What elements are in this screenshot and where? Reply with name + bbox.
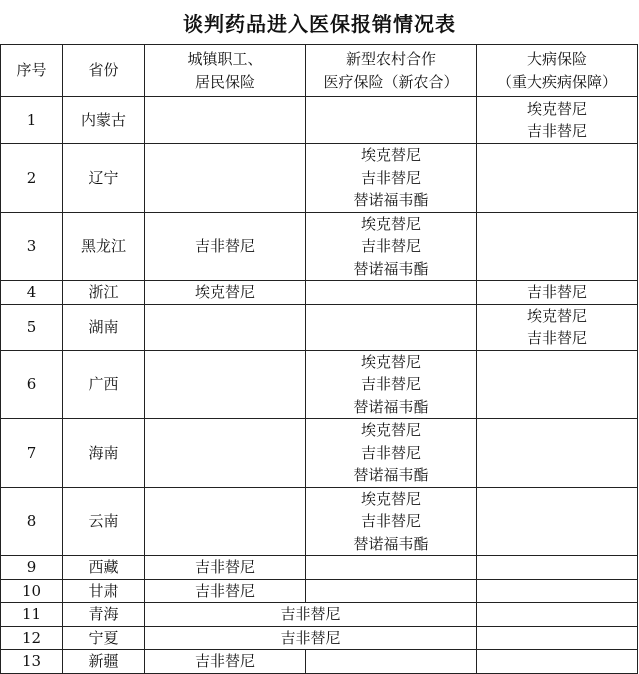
table-row [1,579,638,603]
row-province: 西藏 [63,556,145,580]
urban-insurance-cell [145,144,306,213]
row-index: 5 [1,304,63,350]
row-province: 宁夏 [63,626,145,650]
urban-insurance-cell [145,350,306,419]
header-row [1,45,638,97]
drug-name: 吉非替尼 [526,283,587,301]
urban-insurance-cell [145,281,306,305]
ncms-insurance-cell [306,650,477,674]
header-urban-line1: 城镇职工、 [187,50,263,68]
row-index: 8 [1,487,63,556]
row-province: 黑龙江 [63,212,145,281]
major-illness-cell [477,579,638,603]
row-province: 云南 [63,487,145,556]
major-illness-cell [477,603,638,627]
drug-name: 吉非替尼 [360,512,421,530]
drug-name: 替诺福韦酯 [353,397,429,416]
drug-name: 替诺福韦酯 [353,259,429,278]
row-province: 海南 [63,419,145,488]
table-row [1,626,638,650]
header-ncms-line1: 新型农村合作 [345,50,436,68]
table-row [1,603,638,627]
row-province: 湖南 [63,304,145,350]
header-major-illness-insurance [477,45,638,97]
drug-name: 埃克替尼 [194,283,255,301]
header-province: 省份 [63,45,145,97]
table-title: 谈判药品进入医保报销情况表 [183,12,456,36]
drug-name: 吉非替尼 [194,558,255,576]
row-index: 1 [1,97,63,144]
drug-name: 替诺福韦酯 [353,191,429,209]
ncms-insurance-cell [306,556,477,580]
major-illness-cell [477,350,638,419]
ncms-insurance-cell [306,579,477,603]
ncms-insurance-cell [306,304,477,350]
major-illness-cell [477,212,638,281]
ncms-insurance-cell [306,212,477,281]
row-province: 新疆 [63,650,145,674]
ncms-insurance-cell [306,281,477,305]
ncms-insurance-cell [306,97,477,144]
drug-name: 替诺福韦酯 [353,466,429,484]
table-row [1,487,638,556]
urban-insurance-cell [145,487,306,556]
row-index: 4 [1,281,63,305]
row-province: 内蒙古 [63,97,145,144]
row-index: 2 [1,144,63,213]
row-index: 13 [1,650,63,674]
row-index: 6 [1,350,63,419]
urban-insurance-cell [145,97,306,144]
urban-insurance-cell [145,304,306,350]
row-index: 3 [1,212,63,281]
drug-name: 埃克替尼 [360,421,421,439]
drug-name: 吉非替尼 [360,443,421,462]
header-ncms-line2: 医疗保险（新农合） [323,72,459,91]
drug-name: 吉非替尼 [526,329,587,347]
table-row [1,556,638,580]
urban-insurance-cell [145,556,306,580]
row-province: 甘肃 [63,579,145,603]
table-row [1,419,638,488]
row-province: 青海 [63,603,145,627]
drug-name: 埃克替尼 [360,352,421,371]
merged-urban-ncms-cell: 吉非替尼 [145,626,477,650]
drug-name: 埃克替尼 [360,489,421,508]
major-illness-cell [477,487,638,556]
urban-insurance-cell [145,212,306,281]
urban-insurance-cell [145,650,306,674]
header-major-line2: （重大疾病保障） [496,72,617,91]
major-illness-cell [477,97,638,144]
ncms-insurance-cell [306,144,477,213]
reimbursement-table [0,44,638,674]
row-index: 7 [1,419,63,488]
major-illness-cell [477,281,638,305]
drug-name: 吉非替尼 [194,237,255,255]
table-row [1,144,638,213]
row-index: 11 [1,603,63,627]
table-row [1,650,638,674]
table-body [1,97,638,674]
major-illness-cell [477,304,638,350]
header-ncms-insurance [306,45,477,97]
table-row [1,304,638,350]
table-row [1,212,638,281]
drug-name: 吉非替尼 [360,375,421,393]
table-row [1,97,638,144]
drug-name: 吉非替尼 [194,581,255,600]
header-urban-insurance [145,45,306,97]
major-illness-cell [477,626,638,650]
row-index: 12 [1,626,63,650]
drug-name: 埃克替尼 [360,214,421,233]
major-illness-cell [477,144,638,213]
ncms-insurance-cell [306,350,477,419]
drug-name: 吉非替尼 [360,168,421,187]
row-province: 广西 [63,350,145,419]
row-province: 辽宁 [63,144,145,213]
drug-name: 吉非替尼 [194,652,255,670]
major-illness-cell [477,650,638,674]
drug-name: 吉非替尼 [526,122,587,140]
major-illness-cell [477,419,638,488]
header-major-line1: 大病保险 [526,50,587,68]
urban-insurance-cell [145,419,306,488]
urban-insurance-cell [145,579,306,603]
row-index: 10 [1,579,63,603]
row-province: 浙江 [63,281,145,305]
drug-name: 埃克替尼 [360,146,421,164]
ncms-insurance-cell [306,487,477,556]
table-row [1,350,638,419]
header-index: 序号 [1,45,63,97]
table-row [1,281,638,305]
row-index: 9 [1,556,63,580]
header-urban-line2: 居民保险 [194,72,255,91]
drug-name: 埃克替尼 [526,99,587,118]
drug-name: 埃克替尼 [526,306,587,325]
ncms-insurance-cell [306,419,477,488]
major-illness-cell [477,556,638,580]
drug-name: 吉非替尼 [360,237,421,255]
merged-urban-ncms-cell: 吉非替尼 [145,603,477,627]
drug-name: 替诺福韦酯 [353,534,429,553]
